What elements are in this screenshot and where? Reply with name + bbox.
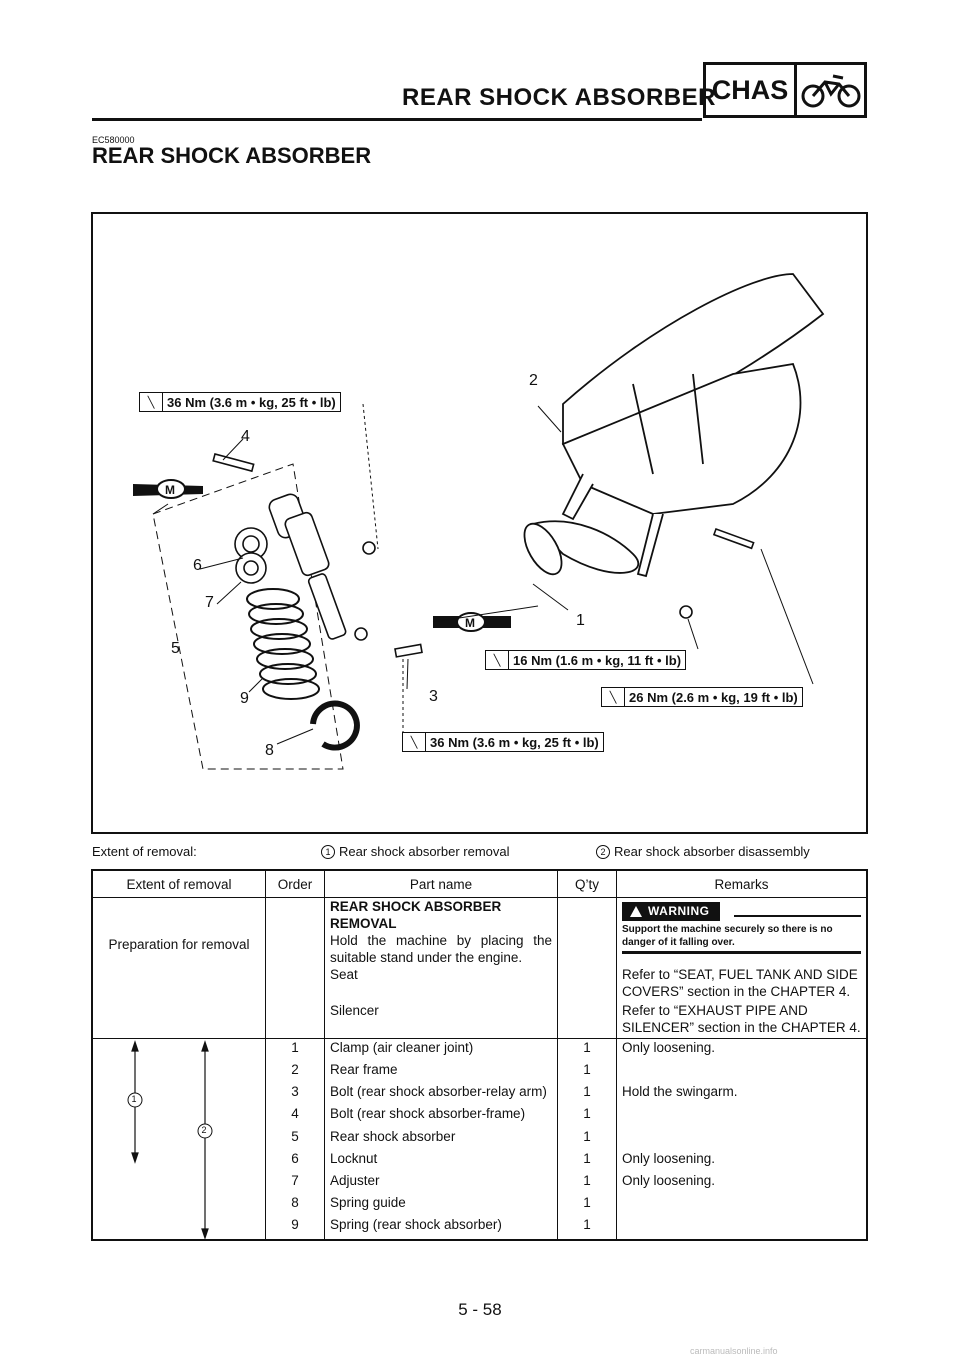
- table-row: 4 Bolt (rear shock absorber-frame) 1: [92, 1102, 867, 1124]
- circled-number: 2: [596, 845, 610, 859]
- prep-text: Hold the machine by placing the suitable stand under the engine.: [330, 933, 552, 965]
- torque-spec-clamp: ╲ 16 Nm (1.6 m • kg, 11 ft • lb): [485, 650, 686, 670]
- header-rule: [92, 118, 702, 121]
- circled-number: 1: [321, 845, 335, 859]
- motorcycle-icon: [797, 65, 864, 115]
- callout-4: 4: [241, 428, 250, 445]
- torque-spec-bolt-3: ╲ 36 Nm (3.6 m • kg, 25 ft • lb): [402, 732, 604, 752]
- warning-block: [617, 898, 868, 967]
- table-row: 5 Rear shock absorber 1: [92, 1125, 867, 1147]
- range-brackets: [92, 1039, 266, 1241]
- torque-wrench-icon: ╲: [140, 393, 163, 411]
- prep-label: Preparation for removal: [92, 898, 266, 1039]
- torque-wrench-icon: ╲: [602, 688, 625, 706]
- warning-badge: WARNING: [622, 902, 720, 921]
- callout-3: 3: [429, 688, 438, 705]
- seat-part: Seat: [325, 966, 558, 1000]
- extent-item-1: 1 Rear shock absorber removal: [321, 844, 510, 859]
- callout-9: 9: [240, 690, 249, 707]
- extent-item-2: 2 Rear shock absorber disassembly: [596, 844, 810, 859]
- range-2-label: 2: [201, 1125, 207, 1135]
- table-header-row: [92, 870, 867, 898]
- table-row: 8 Spring guide 1: [92, 1191, 867, 1213]
- callout-5: 5: [171, 640, 180, 657]
- callout-1: 1: [576, 612, 585, 629]
- table-row: 6 Locknut 1 Only loosening.: [92, 1147, 867, 1169]
- table-row: [92, 898, 867, 967]
- torque-spec-frame: ╲ 26 Nm (2.6 m • kg, 19 ft • lb): [601, 687, 803, 707]
- prep-cell: [325, 898, 558, 967]
- table-row: 9 Spring (rear shock absorber) 1: [92, 1213, 867, 1240]
- exploded-diagram: [91, 212, 868, 834]
- callout-6: 6: [193, 557, 202, 574]
- table-row: 2 Rear frame 1: [92, 1058, 867, 1080]
- lube-mark-2: M: [465, 616, 475, 630]
- col-order: Order: [266, 870, 325, 898]
- removal-table: [91, 869, 868, 1241]
- callout-7: 7: [205, 594, 214, 611]
- lube-mark-1: M: [165, 483, 175, 497]
- col-part: Part name: [325, 870, 558, 898]
- col-remarks: Remarks: [617, 870, 868, 898]
- watermark: carmanualsonline.info: [690, 1346, 778, 1356]
- col-qty: Q’ty: [558, 870, 617, 898]
- callout-2: 2: [529, 372, 538, 389]
- extent-label: Extent of removal:: [92, 844, 197, 859]
- torque-spec-bolt-4: ╲ 36 Nm (3.6 m • kg, 25 ft • lb): [139, 392, 341, 412]
- section-title: REAR SHOCK ABSORBER: [402, 84, 716, 111]
- range-1-label: 1: [131, 1094, 137, 1104]
- table-row: 7 Adjuster 1 Only loosening.: [92, 1169, 867, 1191]
- seat-remark: Refer to “SEAT, FUEL TANK AND SIDE COVERS” section in the CHAPTER 4.: [617, 966, 868, 1000]
- chapter-box: [703, 62, 867, 118]
- warning-triangle-icon: [630, 906, 642, 917]
- page-number: 5 - 58: [458, 1300, 502, 1319]
- torque-wrench-icon: ╲: [486, 651, 509, 669]
- torque-wrench-icon: ╲: [403, 733, 426, 751]
- warning-text: Support the machine securely so there is no danger of it falling over.: [622, 924, 833, 948]
- col-extent: Extent of removal: [92, 870, 266, 898]
- table-row: 1 2 1 Clamp (air cleaner joint) 1 Only loosening.: [92, 1039, 867, 1058]
- prep-heading: REAR SHOCK ABSORBER REMOVAL: [330, 899, 502, 931]
- chapter-label: CHAS: [706, 65, 797, 115]
- section-code: EC580000: [92, 135, 135, 145]
- silencer-remark: Refer to “EXHAUST PIPE AND SILENCER” section in the CHAPTER 4.: [617, 1000, 868, 1039]
- page-title: REAR SHOCK ABSORBER: [92, 143, 372, 168]
- table-row: 3 Bolt (rear shock absorber-relay arm) 1 Hold the swingarm.: [92, 1080, 867, 1102]
- warning-rule: [622, 951, 861, 954]
- range-arrows: [93, 1039, 255, 1239]
- callout-8: 8: [265, 742, 274, 759]
- silencer-part: Silencer: [325, 1000, 558, 1039]
